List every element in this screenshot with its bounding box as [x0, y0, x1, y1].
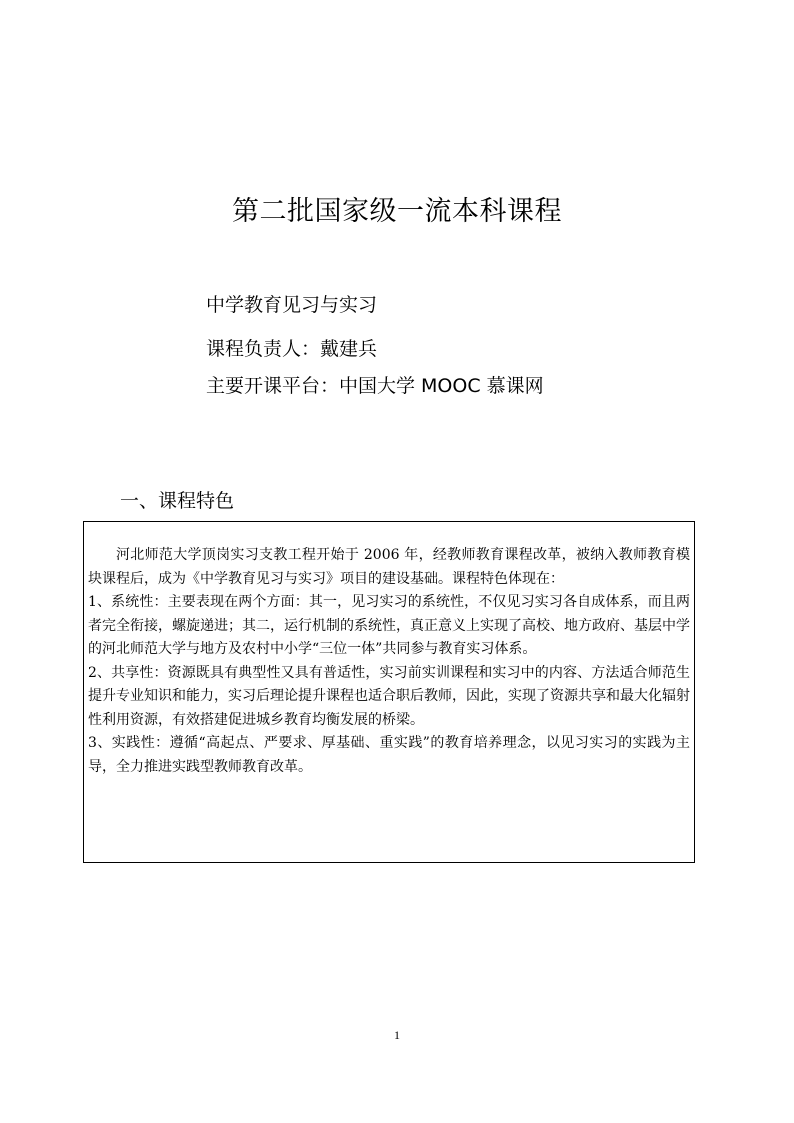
document-title: 第二批国家级一流本科课程 [232, 196, 562, 227]
course-leader: 课程负责人：戴建兵 [206, 338, 378, 360]
page-number: 1 [394, 1028, 400, 1042]
section-heading: 一、课程特色 [120, 490, 235, 512]
feature-systematic-paragraph: 1、系统性：主要表现在两个方面：其一，见习实习的系统性，不仅见习实习各自成体系，而且两者完全衔接，螺旋递进；其二，运行机制的系统性，真正意义上实现了高校、地方政府、基层中学的河北师范大学与地方及农村中小学“三位一体”共同参与教育实习体系。 [88, 594, 690, 657]
course-features-box [83, 521, 695, 863]
course-platform: 主要开课平台：中国大学 MOOC 慕课网 [206, 375, 544, 397]
feature-practice-paragraph: 3、实践性：遵循“高起点、严要求、厚基础、重实践”的教育培养理念，以见习实习的实践为主导，全力推进实践型教师教育改革。 [88, 735, 690, 775]
course-name: 中学教育见习与实习 [206, 294, 378, 316]
features-intro-paragraph: 河北师范大学顶岗实习支教工程开始于 2006 年，经教师教育课程改革，被纳入教师教育模块课程后，成为《中学教育见习与实习》项目的建设基础。课程特色体现在： [88, 547, 690, 587]
feature-sharing-paragraph: 2、共享性：资源既具有典型性又具有普适性，实习前实训课程和实习中的内容、方法适合师范生提升专业知识和能力，实习后理论提升课程也适合职后教师，因此，实现了资源共享和最大化辐射性利用资源，有效搭建促进城乡教育均衡发展的桥梁。 [88, 664, 690, 728]
